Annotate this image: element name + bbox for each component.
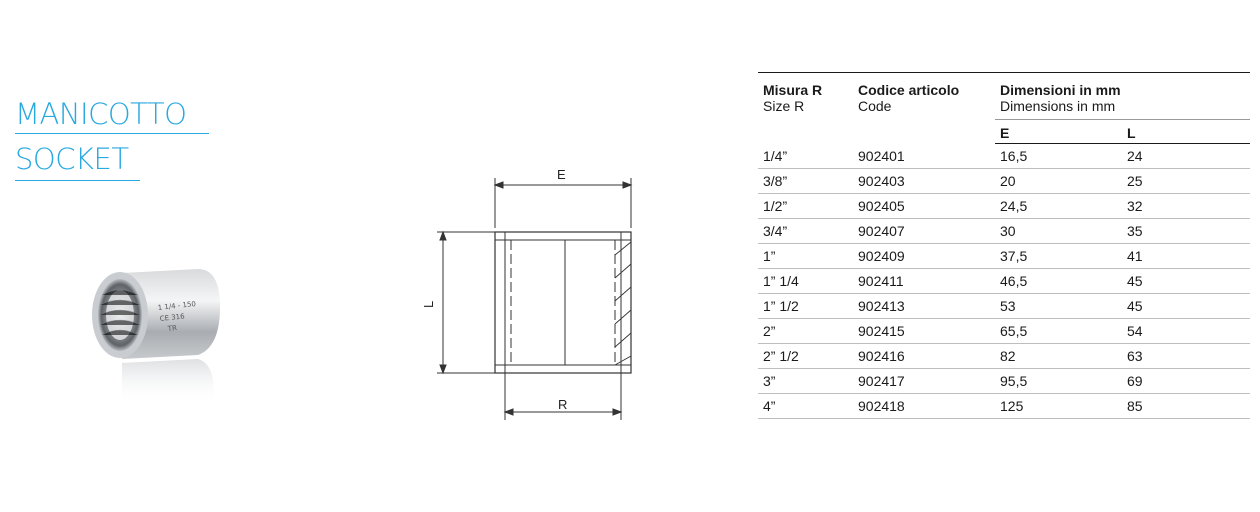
cell-l: 41 — [1122, 244, 1250, 269]
table-row — [758, 344, 1250, 369]
cell-e: 65,5 — [995, 319, 1122, 344]
title-english-text: SOCKET — [15, 142, 129, 176]
label-r: R — [558, 397, 568, 412]
title-english — [15, 142, 129, 176]
svg-text:1 1/4 - 150: 1 1/4 - 150 — [157, 300, 197, 312]
cell-l: 69 — [1122, 369, 1250, 394]
technical-drawing — [405, 160, 650, 440]
table-row — [758, 169, 1250, 194]
title-english-underline — [15, 180, 140, 181]
cell-code: 902415 — [853, 319, 995, 344]
header-dimensions — [995, 73, 1250, 120]
header-size — [758, 73, 853, 144]
spec-table — [758, 72, 1250, 419]
table-row — [758, 319, 1250, 344]
table-row — [758, 294, 1250, 319]
cell-l: 54 — [1122, 319, 1250, 344]
header-code-en: Code — [858, 98, 892, 114]
cell-size: 1/2” — [758, 194, 853, 219]
cell-size: 4” — [758, 394, 853, 419]
label-l: L — [421, 300, 436, 308]
cell-e: 30 — [995, 219, 1122, 244]
header-size-it: Misura R — [763, 82, 823, 98]
cell-code: 902418 — [853, 394, 995, 419]
cell-code: 902407 — [853, 219, 995, 244]
cell-code: 902411 — [853, 269, 995, 294]
cell-code: 902405 — [853, 194, 995, 219]
table-row — [758, 244, 1250, 269]
cell-l: 45 — [1122, 269, 1250, 294]
cell-l: 45 — [1122, 294, 1250, 319]
cell-e: 46,5 — [995, 269, 1122, 294]
cell-size: 1/4” — [758, 144, 853, 169]
table-row — [758, 394, 1250, 419]
cell-e: 53 — [995, 294, 1122, 319]
cell-l: 24 — [1122, 144, 1250, 169]
cell-code: 902417 — [853, 369, 995, 394]
cell-e: 82 — [995, 344, 1122, 369]
cell-l: 25 — [1122, 169, 1250, 194]
header-size-en: Size R — [763, 98, 805, 114]
title-italian-underline — [15, 133, 209, 134]
cell-size: 1” — [758, 244, 853, 269]
cell-e: 24,5 — [995, 194, 1122, 219]
header-dims-it: Dimensioni in mm — [1000, 82, 1121, 98]
svg-text:CE 316: CE 316 — [159, 312, 185, 323]
cell-e: 20 — [995, 169, 1122, 194]
title-italian-text: MANICOTTO — [15, 97, 187, 131]
cell-size: 2” 1/2 — [758, 344, 853, 369]
table-row — [758, 144, 1250, 169]
svg-text:TR: TR — [167, 324, 178, 333]
header-dims-en: Dimensions in mm — [1000, 98, 1116, 114]
cell-size: 1” 1/2 — [758, 294, 853, 319]
cell-size: 2” — [758, 319, 853, 344]
table-row — [758, 194, 1250, 219]
cell-code: 902413 — [853, 294, 995, 319]
dimension-e — [495, 167, 631, 228]
header-l: L — [1122, 120, 1250, 144]
cell-l: 63 — [1122, 344, 1250, 369]
table-row — [758, 269, 1250, 294]
cell-size: 3/8” — [758, 169, 853, 194]
cell-code: 902409 — [853, 244, 995, 269]
cell-e: 16,5 — [995, 144, 1122, 169]
socket-photo — [80, 255, 240, 425]
cell-l: 85 — [1122, 394, 1250, 419]
dimension-l — [421, 232, 495, 373]
cell-e: 95,5 — [995, 369, 1122, 394]
cell-l: 35 — [1122, 219, 1250, 244]
table-row — [758, 219, 1250, 244]
header-e: E — [995, 120, 1122, 144]
dimension-r — [505, 373, 621, 420]
label-e: E — [557, 167, 566, 182]
cell-code: 902416 — [853, 344, 995, 369]
table-row — [758, 369, 1250, 394]
cell-size: 3” — [758, 369, 853, 394]
cell-e: 37,5 — [995, 244, 1122, 269]
cell-code: 902401 — [853, 144, 995, 169]
header-code — [853, 73, 995, 144]
cell-l: 32 — [1122, 194, 1250, 219]
title-italian — [15, 97, 187, 131]
cell-code: 902403 — [853, 169, 995, 194]
table-header-row — [758, 73, 1250, 120]
header-code-it: Codice articolo — [858, 82, 960, 98]
cell-size: 1” 1/4 — [758, 269, 853, 294]
cell-size: 3/4” — [758, 219, 853, 244]
cell-e: 125 — [995, 394, 1122, 419]
